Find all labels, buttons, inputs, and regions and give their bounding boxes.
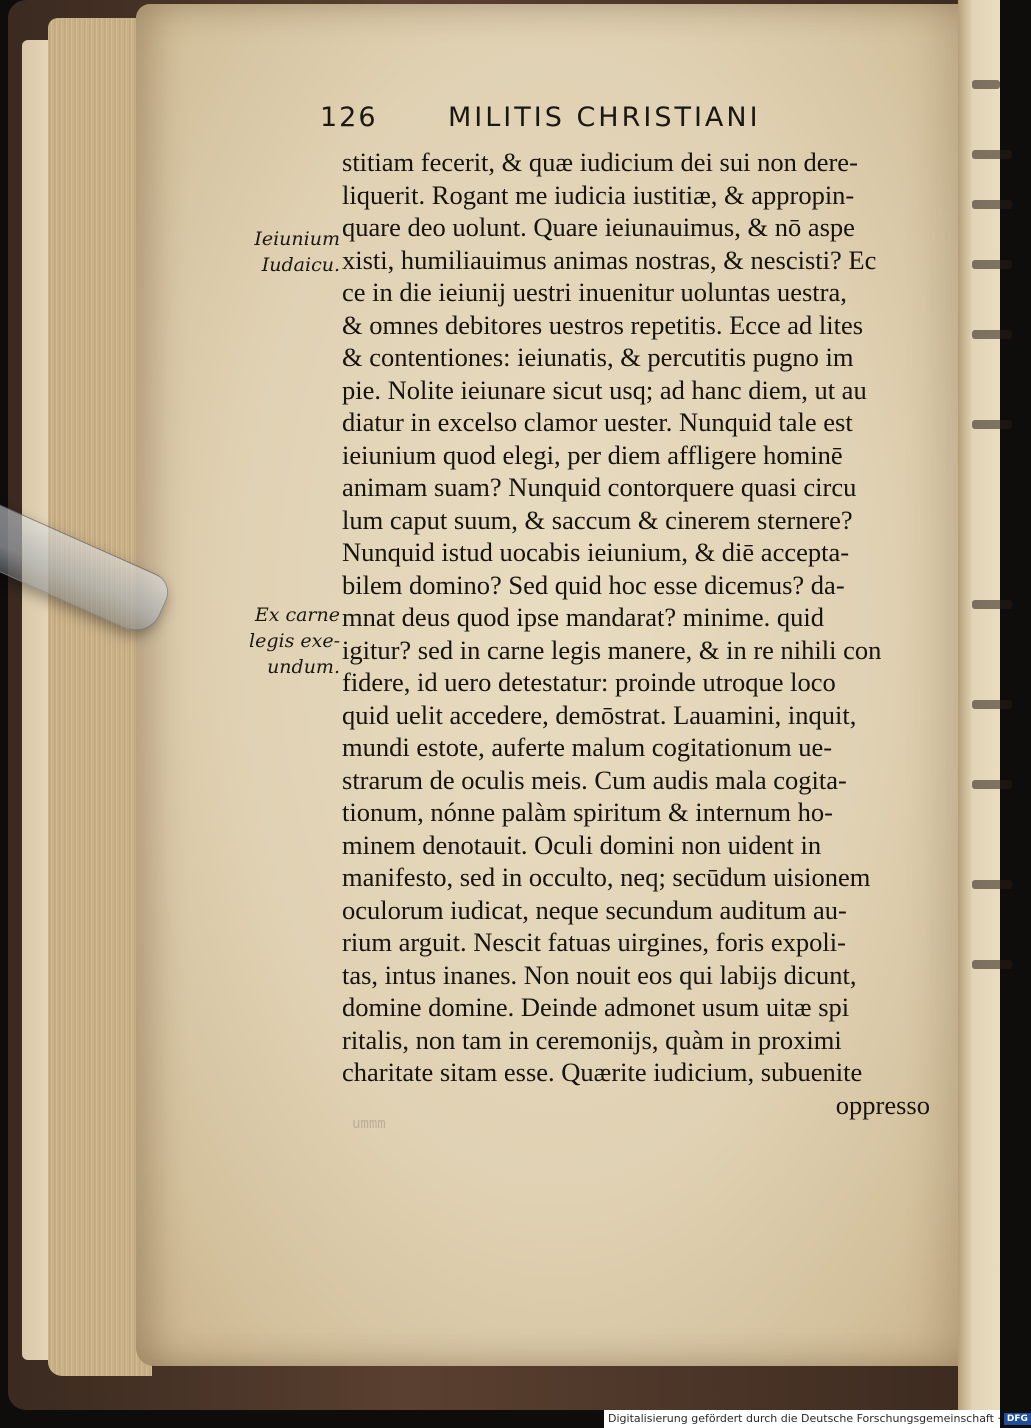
running-title: MILITIS CHRISTIANI [448, 102, 761, 133]
catchword: oppresso [835, 1089, 930, 1120]
margin-note-line: undum. [267, 656, 340, 678]
facing-text-fragment [972, 330, 1012, 339]
facing-text-fragment [972, 700, 1012, 709]
facing-text-fragment [972, 80, 1000, 89]
text-line: charitate sitam esse. Quærite iudicium, subuenite [342, 1057, 863, 1087]
text-line: mnat deus quod ipse mandarat? minime. quid [342, 602, 825, 632]
text-line: ritalis, non tam in ceremonijs, quàm in proximi [342, 1024, 842, 1055]
text-line: quare deo uolunt. Quare ieiunauimus, & nō aspe [342, 212, 855, 242]
text-line: stitiam fecerit, & quæ iudicium dei sui non dere- [342, 147, 858, 177]
text-line: minem denotauit. Oculi domini non uident in [342, 829, 822, 860]
text-line: Nunquid istud uocabis ieiunium, & diē accepta- [342, 537, 850, 567]
text-line: manifesto, sed in occulto, neq; secūdum uisionem [342, 862, 871, 892]
facing-text-fragment [972, 960, 1012, 969]
facing-text-fragment [972, 600, 1012, 609]
text-line: igitur? sed in carne legis manere, & in re nihili con [342, 634, 882, 665]
text-line: mundi estote, auferte malum cogitationum ue- [342, 732, 833, 762]
text-line: rium arguit. Nescit fatuas uirgines, foris expoli- [342, 927, 846, 957]
footer-text: Digitalisierung gefördert durch die Deutsche Forschungsgemeinschaft · [608, 1412, 1001, 1425]
faint-stamp: ummm [352, 1116, 386, 1132]
facing-page-edge [958, 0, 1000, 1410]
text-line: ce in die ieiunij uestri inuenitur uoluntas uestra, [342, 277, 847, 307]
text-line: tas, intus inanes. Non nouit eos qui labijs dicunt, [342, 959, 857, 990]
margin-note-line: legis exe- [249, 630, 340, 652]
facing-text-fragment [972, 780, 1012, 789]
dfg-logo[interactable]: DFG [1004, 1413, 1031, 1425]
margin-note-line: Iudaicu. [261, 254, 340, 276]
facing-text-fragment [972, 420, 1012, 429]
text-line: ieiunium quod elegi, per diem affligere hominē [342, 439, 843, 470]
text-line: strarum de oculis meis. Cum audis mala cogita- [342, 764, 847, 795]
text-line: domine domine. Deinde admonet usum uitæ spi [342, 992, 850, 1022]
text-line: liquerit. Rogant me iudicia iustitiæ, & appropin- [342, 179, 855, 210]
text-line: tionum, nónne palàm spiritum & internum ho- [342, 797, 833, 827]
text-line: pie. Nolite ieiunare sicut usq; ad hanc diem, ut au [342, 374, 867, 405]
facing-text-fragment [972, 150, 1012, 159]
facing-text-fragment [972, 200, 1012, 209]
page-number: 126 [320, 102, 378, 133]
margin-note [230, 226, 340, 278]
text-line: xisti, humiliauimus animas nostras, & nescisti? Ec [342, 244, 877, 275]
margin-note [230, 602, 340, 680]
text-line: & omnes debitores uestros repetitis. Ecce ad lites [342, 309, 864, 340]
text-line: bilem domino? Sed quid hoc esse dicemus? da- [342, 569, 845, 600]
digitization-footer [604, 1410, 1028, 1428]
facing-text-fragment [972, 260, 1012, 269]
margin-note-line: Ex carne [254, 604, 340, 626]
margin-note-line: Ieiunium [254, 228, 340, 250]
text-line: diatur in excelso clamor uester. Nunquid tale est [342, 407, 853, 437]
text-line: quid uelit accedere, demōstrat. Lauamini, inquit, [342, 699, 857, 730]
running-header [320, 102, 880, 146]
text-line: oculorum iudicat, neque secundum auditum au- [342, 894, 847, 925]
text-line: animam suam? Nunquid contorquere quasi circu [342, 472, 857, 502]
facing-text-fragment [972, 880, 1012, 889]
text-line: lum caput suum, & saccum & cinerem sternere? [342, 504, 853, 535]
text-line: & contentiones: ieiunatis, & percutitis pugno im [342, 342, 854, 372]
text-line: fidere, id uero detestatur: proinde utroque loco [342, 667, 836, 697]
main-text-block [342, 146, 948, 1121]
